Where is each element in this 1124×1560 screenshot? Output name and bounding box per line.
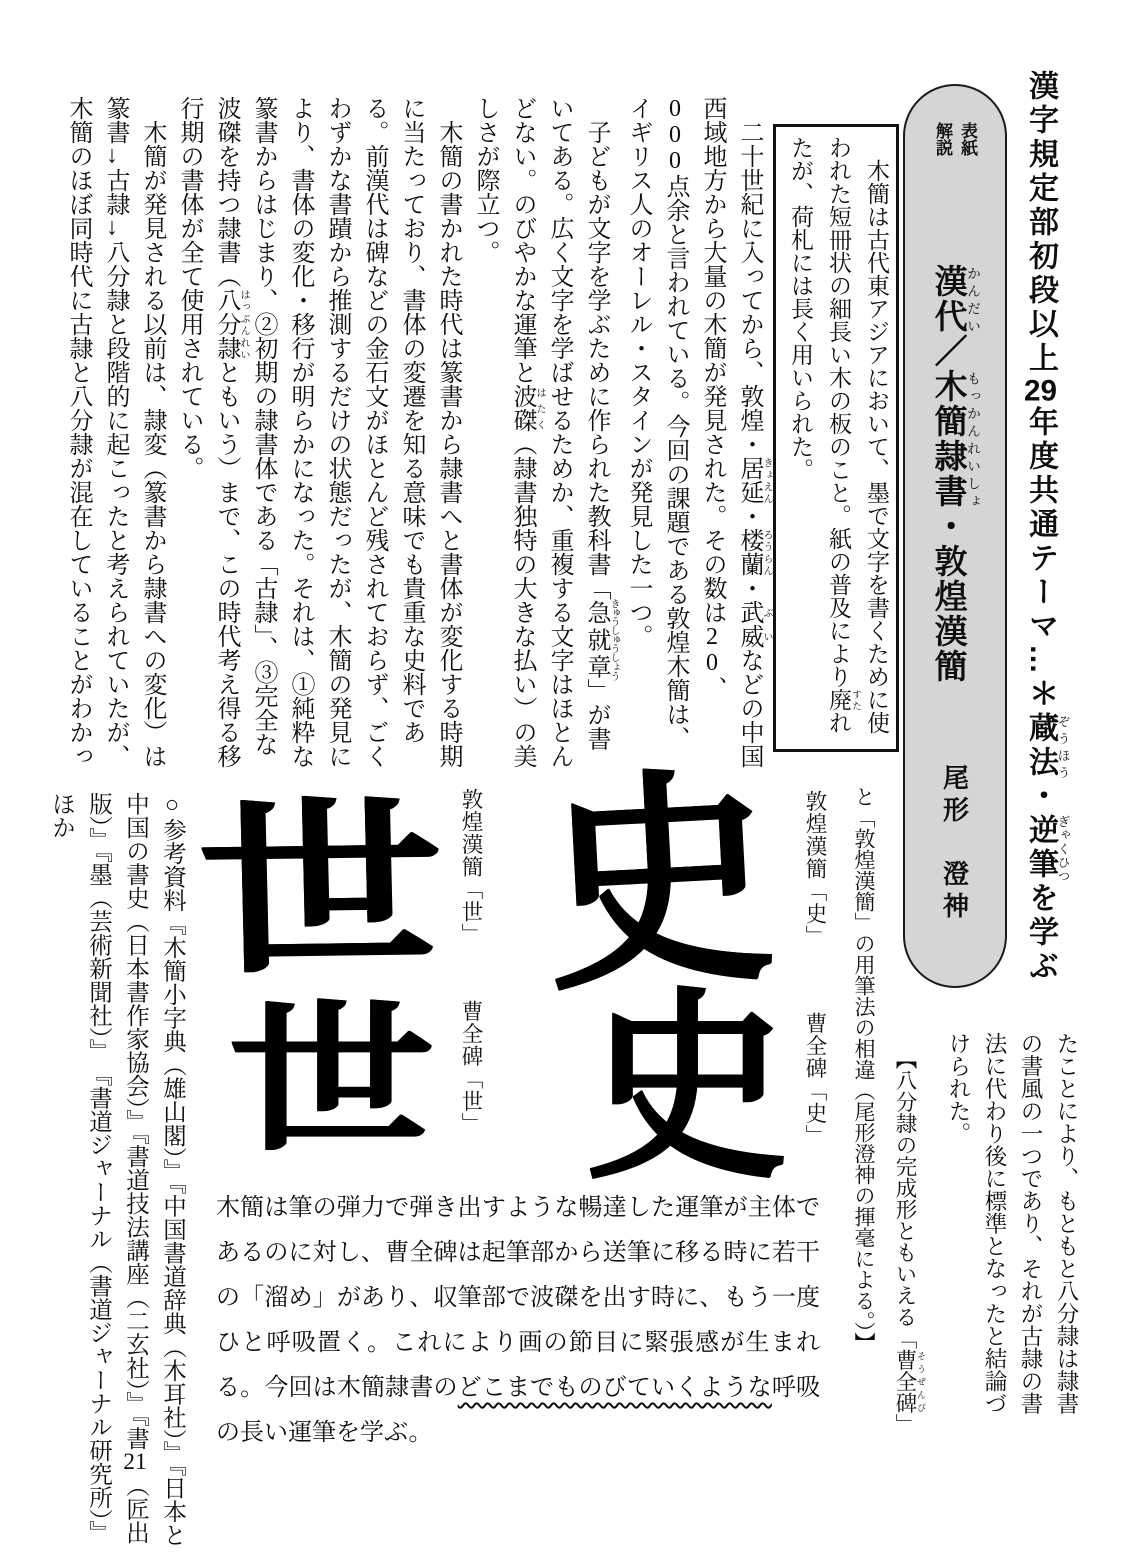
- figure-note-part2: と「敦煌漢簡」の用筆法の相違（尾形澄神の揮毫による。）】: [852, 786, 876, 1353]
- intro-text: 木簡は古代東アジアにおいて、墨で文字を書くために使われた短冊状の細長い木の板のこと。紙の普及により廃 すたれたが、荷札には長く用いられた。: [788, 136, 889, 734]
- calligraphy-shi-sozenhi: 史: [585, 977, 789, 1202]
- comparison-emphasis-wavy: どこまでものびていくような: [457, 1375, 772, 1401]
- article-paragraph: 木簡の書かれた時代は篆書から隷書へと書体が変化する時期に当たっており、書体の変遷を知る意味でも貴重な史料である。前漢代は碑などの金石文がほとんど残されておらず、ごくわずかな書蹟から推測するだけの状態だったが、木簡の発見により、書体の変化・移行が明らかになった。それは、①純粋な篆書からはじまり、②初期の隷書体である「古隷」、③完全な波磔を持つ隷書（八分隷 はっぷんれいともいう）まで、この時代考え得る移行期の書体が全て使用されている。: [176, 96, 461, 768]
- reference-list: ○参考資料『木簡小字典（雄山閣）』『中国書道辞典（木耳社）』『日本と中国の書史（日本書作家協会）』『書道技法講座（二玄社）』『書21（匠出版）』『墨（芸術新聞社）』 『書道ジャーナル（書道ジャーナル研究所）』ほか: [48, 792, 185, 1547]
- article-body: [46, 96, 772, 772]
- caption-shi-sozenhi: 曹全碑「史」: [803, 1012, 827, 1147]
- caption-se-sozenhi: 曹全碑「世」: [459, 1000, 483, 1135]
- caption-se-mokkan: 敦煌漢簡「世」: [459, 788, 483, 946]
- intro-box: [773, 124, 899, 752]
- caption-shi-mokkan: 敦煌漢簡「史」: [803, 790, 827, 948]
- header-capsule: [903, 84, 1007, 988]
- capsule-title: 漢代かんだい／木簡隷書もっかんれいしょ・敦煌漢簡: [930, 264, 982, 684]
- calligraphy-se-sozenhi: 世: [228, 993, 434, 1170]
- calligraphy-se-mokkan: 世: [195, 786, 445, 995]
- masthead-title: 漢字規定部初段以上29年度共通テーマ…＊蔵法ぞうほう・逆筆ぎゃくひつを学ぶ: [1024, 70, 1070, 984]
- article-continuation: たことにより、もともと八分隷は隷書の書風の一つであり、それが古隷の書法に代わり後に標準となったと結論づけられた。: [946, 1032, 1079, 1415]
- article-paragraph: 二十世紀に入ってから、敦煌・居延 きょえん・楼蘭 ろうらん・武威 ぶいなどの中国西域地方から大量の木簡が発見された。その数は20、000点余と言われている。今回の課題である敦煌木簡は、イギリス人のオーレル・スタインが発見した一つ。: [625, 96, 772, 768]
- comparison-paragraph: [216, 1186, 820, 1456]
- comparison-lead: 木簡は筆の弾力で弾き出すような暢達した運筆が主体であるのに対し、曹全碑は起筆部から送筆に移る時に若干の「溜め」があり、収筆部で波磔を出す時に、もう一度ひと呼吸置く。これにより画の節目に緊張感が生まれる。今回は木簡隷書の: [216, 1195, 820, 1401]
- article-paragraph: 子どもが文字を学ぶために作られた教科書「急就章 きゅうしゅうしょう」が書いてある。広く文字を学ばせるためか、重複する文字はほとんどない。のびやかな運筆と波磔 はたく（隷書独特の大きな払い）の美しさが際立つ。: [472, 96, 619, 768]
- figure-note-part1: 【八分隷の完成形ともいえる「曹全碑 そうぜんぴ」: [893, 1048, 926, 1435]
- author-name: 尾形 澄神: [939, 764, 970, 924]
- calligraphy-shi-mokkan: 史: [538, 754, 780, 1018]
- article-paragraph: 木簡が発見される以前は、隷変（篆書から隷書への変化）は篆書→古隷→八分隷と段階的に起こったと考えられていたが、木簡のほぼ同時代に古隷と八分隷が混在していることがわかっ: [65, 96, 165, 768]
- capsule-section-label: 表紙 解説: [933, 122, 977, 156]
- comparison-tail: 呼吸の長い運筆を学ぶ。: [216, 1375, 821, 1446]
